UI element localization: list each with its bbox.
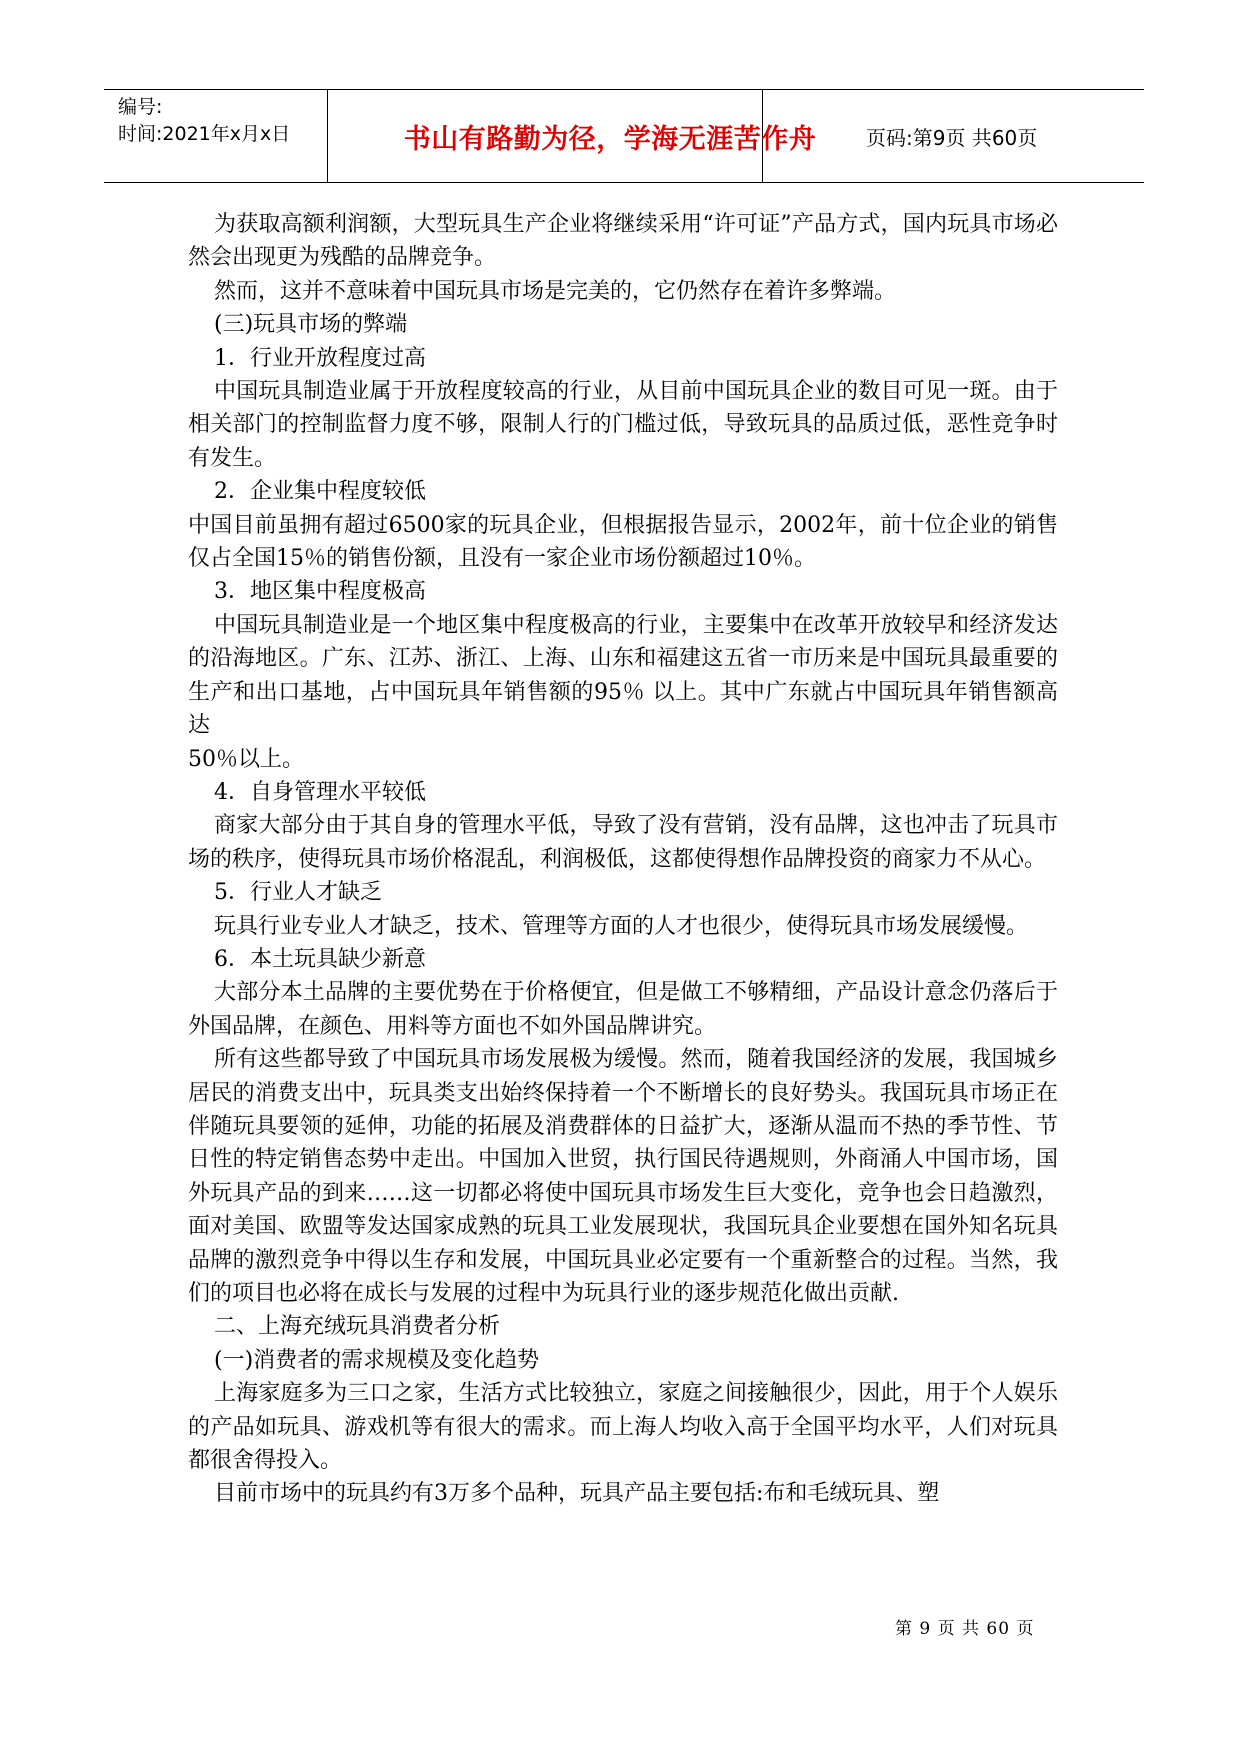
header-meta [118,94,290,148]
paragraph: 中国目前虽拥有超过6500家的玩具企业，但根据报告显示，2002年，前十位企业的销售仅占全国15％的销售份额，且没有一家企业市场份额超过10％。 [188,512,1058,572]
paragraph: 4．自身管理水平较低 [214,779,426,805]
paragraph: 50％以上。 [188,746,304,772]
header-divider-left [327,90,328,182]
paragraph: 5．行业人才缺乏 [214,880,382,906]
paragraph: (三)玩具市场的弊端 [214,312,408,338]
paragraph: 3．地区集中程度极高 [214,579,426,605]
paragraph: 为获取高额利润额，大型玩具生产企业将继续采用“许可证”产品方式，国内玩具市场必然会出现更为残酷的品牌竞争。 [188,212,1058,271]
paragraph: 二、上海充绒玩具消费者分析 [214,1314,501,1340]
date-label: 时间:2021年x月x日 [118,123,291,145]
paragraph: 玩具行业专业人才缺乏，技术、管理等方面的人才也很少，使得玩具市场发展缓慢。 [214,913,1029,939]
paragraph: 商家大部分由于其自身的管理水平低，导致了没有营销，没有品牌，这也冲击了玩具市场的秩序，使得玩具市场价格混乱，利润极低，这都使得想作品牌投资的商家力不从心。 [188,813,1058,872]
paragraph: 6．本土玩具缺少新意 [214,946,426,972]
header-page-info: 页码:第9页 共60页 [866,125,1038,150]
paragraph: 2．企业集中程度较低 [214,479,426,505]
page-footer: 第 9 页 共 60 页 [895,1619,1035,1639]
paragraph: 中国玩具制造业是一个地区集中程度极高的行业，主要集中在改革开放较早和经济发达的沿海地区。广东、江苏、浙江、上海、山东和福建这五省一市历来是中国玩具最重要的生产和出口基地，占中国玩具年销售额的95％ 以上。其中广东就占中国玩具年销售额高达 [188,612,1058,739]
header-motto: 书山有路勤为径，学海无涯苦作舟 [403,123,817,155]
paragraph: 1．行业开放程度过高 [214,345,426,371]
paragraph: 目前市场中的玩具约有3万多个品种，玩具产品主要包括:布和毛绒玩具、塑 [214,1481,940,1507]
paragraph: 中国玩具制造业属于开放程度较高的行业，从目前中国玩具企业的数目可见一斑。由于相关部门的控制监督力度不够，限制人行的门槛过低，导致玩具的品质过低，恶性竞争时有发生。 [188,379,1058,471]
paragraph: 上海家庭多为三口之家，生活方式比较独立，家庭之间接触很少，因此，用于个人娱乐的产品如玩具、游戏机等有很大的需求。而上海人均收入高于全国平均水平，人们对玩具都很舍得投入。 [188,1381,1058,1474]
paragraph: 然而，这并不意味着中国玩具市场是完美的，它仍然存在着许多弊端。 [214,278,897,304]
paragraph: 所有这些都导致了中国玩具市场发展极为缓慢。然而，随着我国经济的发展，我国城乡居民的消费支出中，玩具类支出始终保持着一个不断增长的良好势头。我国玩具市场正在伴随玩具要领的延伸，功能的拓展及消费群体的日益扩大，逐渐从温而不热的季节性、节日性的特定销售态势中走出。中国加入世贸，执行国民待遇规则，外商涌人中国市场，国外玩具产品的到来……这一切都必将使中国玩具市场发生巨大变化，竞争也会日趋激烈，面对美国、欧盟等发达国家成熟的玩具工业发展现状，我国玩具企业要想在国外知名玩具品牌的激烈竞争中得以生存和发展，中国玩具业必定要有一个重新整合的过程。当然，我们的项目也必将在成长与发展的过程中为玩具行业的逐步规范化做出贡献. [188,1047,1058,1306]
serial-label: 编号: [118,96,163,118]
paragraph: 大部分本土品牌的主要优势在于价格便宜，但是做工不够精细，产品设计意念仍落后于外国品牌，在颜色、用料等方面也不如外国品牌讲究。 [188,980,1058,1039]
document-header [104,89,1144,183]
paragraph: (一)消费者的需求规模及变化趋势 [214,1347,540,1373]
document-body [188,208,1058,1511]
